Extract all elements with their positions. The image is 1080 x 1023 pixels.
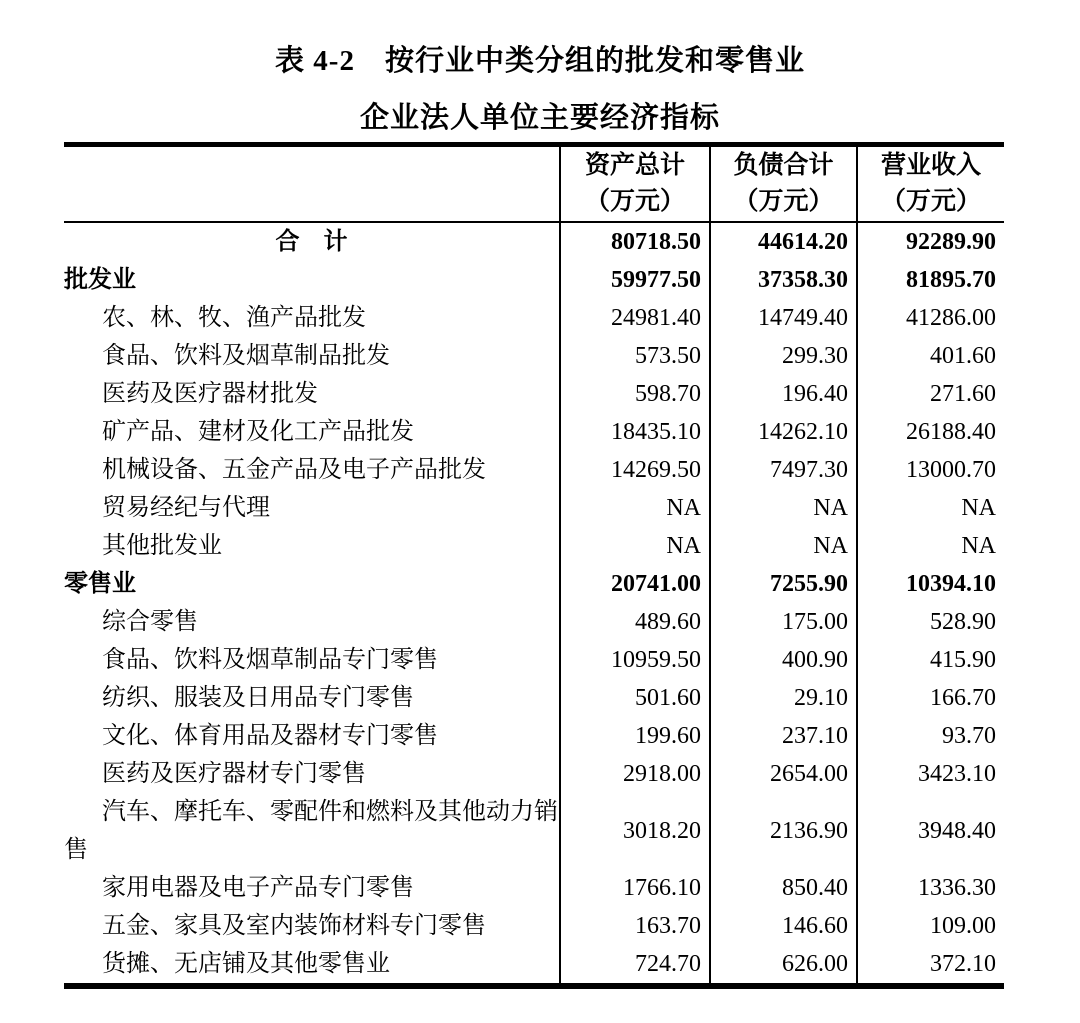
row-value: 372.10 [857,945,1004,986]
column-unit: （万元） [880,188,981,215]
table-row [64,527,1004,565]
row-value: NA [560,489,710,527]
column-name: 资产总计 [584,152,685,179]
table-row [64,641,1004,679]
row-value: NA [710,489,857,527]
header-row [64,145,1004,223]
row-value: 2136.90 [710,793,857,869]
row-value: 10394.10 [857,565,1004,603]
row-value: 18435.10 [560,413,710,451]
row-label: 综合零售 [102,609,198,635]
row-label: 零售业 [64,571,136,597]
row-value: 109.00 [857,907,1004,945]
header-col-assets [560,145,710,223]
table-row [64,679,1004,717]
row-label: 机械设备、五金产品及电子产品批发 [102,457,486,483]
row-label: 家用电器及电子产品专门零售 [102,875,414,901]
table-row [64,717,1004,755]
row-value: 44614.20 [710,222,857,261]
table-row [64,299,1004,337]
row-value: 10959.50 [560,641,710,679]
table-title: 表 4-2 按行业中类分组的批发和零售业 [275,45,805,77]
row-value: NA [857,489,1004,527]
row-value: 199.60 [560,717,710,755]
row-value: 14749.40 [710,299,857,337]
table-row [64,222,1004,261]
row-value: 81895.70 [857,261,1004,299]
row-value: 92289.90 [857,222,1004,261]
row-label: 汽车、摩托车、零配件和燃料及其他动力销售 [64,799,558,863]
table-subtitle: 企业法人单位主要经济指标 [359,102,720,134]
row-value: 196.40 [710,375,857,413]
row-value: 14269.50 [560,451,710,489]
row-value: 489.60 [560,603,710,641]
table-body [64,222,1004,986]
row-value: 724.70 [560,945,710,986]
row-label: 合 计 [275,229,348,255]
row-label: 食品、饮料及烟草制品专门零售 [102,647,438,673]
column-unit: （万元） [733,188,834,215]
row-value: 163.70 [560,907,710,945]
row-label: 批发业 [64,267,136,293]
row-value: 93.70 [857,717,1004,755]
header-col-liabilities [710,145,857,223]
row-value: NA [710,527,857,565]
row-value: 7255.90 [710,565,857,603]
table-row [64,603,1004,641]
table-row [64,375,1004,413]
row-label: 其他批发业 [102,533,222,559]
row-value: 146.60 [710,907,857,945]
row-value: 1336.30 [857,869,1004,907]
row-value: 59977.50 [560,261,710,299]
table-row [64,261,1004,299]
row-label: 矿产品、建材及化工产品批发 [102,419,414,445]
row-value: 626.00 [710,945,857,986]
row-label: 五金、家具及室内装饰材料专门零售 [102,913,486,939]
row-value: NA [560,527,710,565]
row-value: 2918.00 [560,755,710,793]
table-row [64,413,1004,451]
table-row [64,793,1004,869]
row-value: NA [857,527,1004,565]
table-row [64,755,1004,793]
row-label: 货摊、无店铺及其他零售业 [102,951,390,977]
row-value: 13000.70 [857,451,1004,489]
row-value: 175.00 [710,603,857,641]
row-label: 食品、饮料及烟草制品批发 [102,343,390,369]
row-value: 29.10 [710,679,857,717]
row-value: 400.90 [710,641,857,679]
table-row [64,451,1004,489]
row-value: 3018.20 [560,793,710,869]
table-row [64,337,1004,375]
row-value: 401.60 [857,337,1004,375]
row-value: 237.10 [710,717,857,755]
row-label: 纺织、服装及日用品专门零售 [102,685,414,711]
row-value: 14262.10 [710,413,857,451]
header-empty-cell [64,145,560,223]
table-row [64,945,1004,986]
row-value: 24981.40 [560,299,710,337]
row-value: 3423.10 [857,755,1004,793]
column-unit: （万元） [584,188,685,215]
row-value: 528.90 [857,603,1004,641]
row-value: 415.90 [857,641,1004,679]
table-row [64,907,1004,945]
row-label: 文化、体育用品及器材专门零售 [102,723,438,749]
row-label: 贸易经纪与代理 [102,495,270,521]
table-row [64,489,1004,527]
row-value: 20741.00 [560,565,710,603]
row-value: 271.60 [857,375,1004,413]
column-name: 营业收入 [880,152,981,179]
row-value: 501.60 [560,679,710,717]
row-value: 3948.40 [857,793,1004,869]
table-row [64,869,1004,907]
row-value: 26188.40 [857,413,1004,451]
row-label: 医药及医疗器材专门零售 [102,761,366,787]
header-col-revenue [857,145,1004,223]
row-value: 41286.00 [857,299,1004,337]
column-name: 负债合计 [733,152,834,179]
row-value: 598.70 [560,375,710,413]
row-value: 37358.30 [710,261,857,299]
row-value: 573.50 [560,337,710,375]
row-value: 7497.30 [710,451,857,489]
table-row [64,565,1004,603]
row-label: 医药及医疗器材批发 [102,381,318,407]
row-value: 850.40 [710,869,857,907]
economic-indicators-table [64,142,1004,989]
row-value: 166.70 [857,679,1004,717]
row-label: 农、林、牧、渔产品批发 [102,305,366,331]
row-value: 1766.10 [560,869,710,907]
row-value: 299.30 [710,337,857,375]
row-value: 2654.00 [710,755,857,793]
row-value: 80718.50 [560,222,710,261]
